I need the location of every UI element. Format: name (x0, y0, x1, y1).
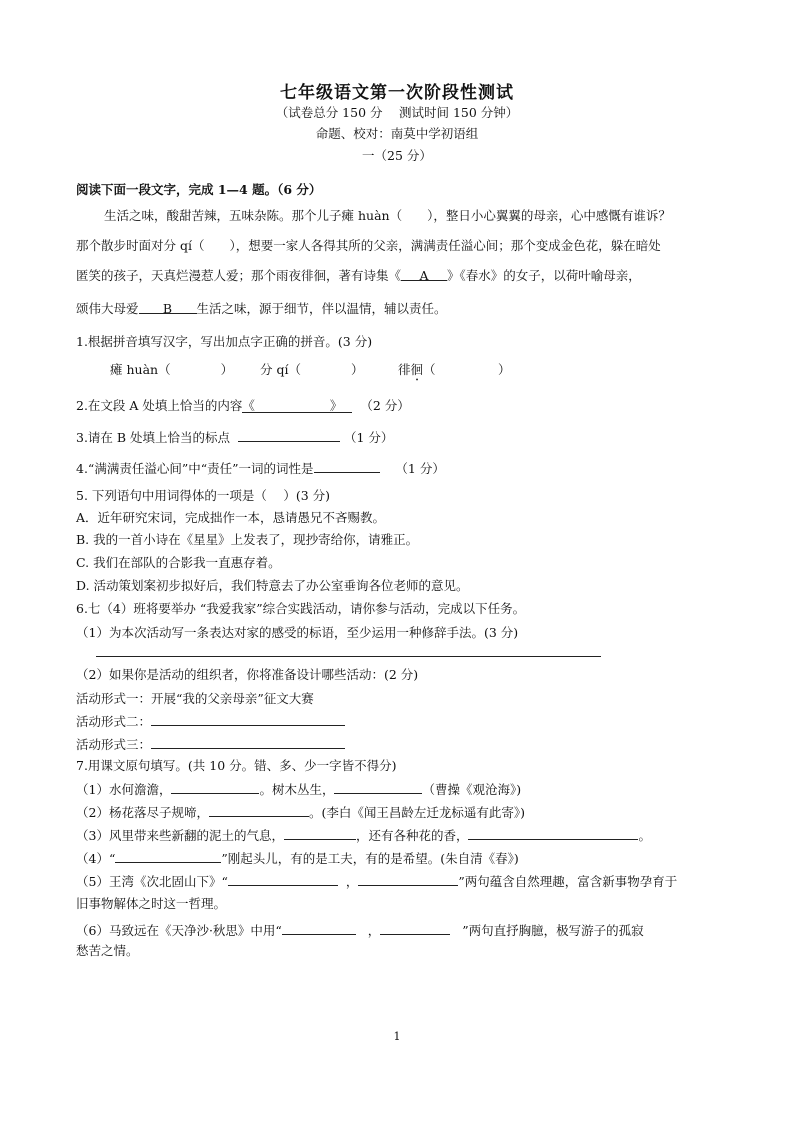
reading-line-4-end: 生活之味，源于细节，伴以温情，辅以责任。 (196, 301, 447, 316)
reading-line-3-end: 》《春水》的女子，以荷叶喻母亲， (447, 268, 641, 283)
exam-authors: 命题、校对：南莫中学初语组 (315, 126, 479, 141)
question-1: 1.根据拼音填写汉字，写出加点字正确的拼音。(3 分) (76, 334, 373, 349)
q7-6-text-a: （6）马致远在《天净沙·秋思》中用“ (76, 923, 282, 938)
q6-form-3-blank[interactable] (151, 736, 345, 749)
page-number: 1 (393, 1030, 401, 1043)
exam-title: 七年级语文第一次阶段性测试 (280, 83, 514, 103)
q7-4-source: ”刚起头儿，有的是工夫，有的是希望。(朱自清《春》) (221, 851, 519, 866)
q2-blank-brackets: 《 》 (242, 398, 343, 413)
q7-5-comma: ， (345, 874, 359, 889)
q5-option-c: C. 我们在部队的合影我一直惠存着。 (76, 555, 281, 570)
q1-item-c-pre: 徘 (398, 362, 411, 377)
q6-part-2: （2）如果你是活动的组织者，你将准备设计哪些活动：(2 分) (76, 667, 419, 682)
reading-line-4-start: 颂伟大母爱 (76, 301, 139, 316)
question-2 (76, 398, 410, 414)
q7-item-1 (76, 781, 521, 798)
reading-line-1: 生活之味，酸甜苦辣，五味杂陈。那个儿子瘫 huàn（ ），整日小心翼翼的母亲，心中感慨有谁诉？ (104, 208, 671, 223)
q7-1-source: （曹操《观沧海》) (422, 782, 522, 797)
q7-3-blank-2[interactable] (468, 827, 638, 840)
question-6: 6.七（4）班将要举办 “我爱我家”综合实践活动，请你参与活动，完成以下任务。 (76, 601, 526, 616)
q5-option-a: A．近年研究宋词，完成拙作一本，恳请愚兄不吝赐教。 (76, 510, 386, 525)
reading-line-4 (76, 301, 447, 317)
question-7: 7.用课文原句填写。(共 10 分。错、多、少一字皆不得分) (76, 758, 397, 773)
q6-form-3 (76, 736, 345, 753)
q6-slogan-answer-line[interactable] (96, 656, 601, 657)
q7-5-text-a: （5）王湾《次北固山下》“ (76, 874, 228, 889)
exam-subtitle: （试卷总分 150 分 测试时间 150 分钟） (275, 105, 519, 120)
reading-line-3 (76, 268, 641, 284)
q7-5-blank-1[interactable] (228, 873, 338, 886)
q7-2-blank[interactable] (209, 804, 309, 817)
question-4 (76, 460, 445, 477)
q7-item-6 (76, 922, 644, 939)
reading-line-2: 那个散步时面对分 qí（ ），想要一家人各得其所的父亲，满满责任溢心间；那个变成金色花，躲在暗处 (76, 238, 661, 253)
q6-form-3-label: 活动形式三： (76, 737, 152, 752)
q7-5-text-c: ”两句蕴含自然理趣，富含新事物孕育于 (458, 874, 678, 889)
q7-4-text-a: （4）“ (76, 851, 116, 866)
q7-3-text-a: （3）风里带来些新翻的泥土的气息， (76, 828, 284, 843)
q7-3-text-b: ，还有各种花的香， (355, 828, 469, 843)
q4-answer-blank[interactable] (314, 460, 380, 473)
q7-6-comma: ， (367, 923, 381, 938)
reading-instruction: 阅读下面一段文字，完成 1—4 题。（6 分） (76, 182, 322, 197)
q7-item-4 (76, 850, 519, 867)
q7-6-blank-1[interactable] (282, 922, 356, 935)
q1-item-a: 瘫 huàn（ ） (110, 362, 234, 377)
q7-item-6-cont: 愁苦之情。 (76, 943, 139, 958)
q3-text: 3.请在 B 处填上恰当的标点 (76, 430, 231, 445)
q2-answer-blank[interactable] (242, 398, 352, 413)
q7-1-text-b: 。树木丛生， (259, 782, 335, 797)
q4-text: 4.“满满责任溢心间”中“责任”一词的词性是 (76, 461, 314, 476)
reading-line-3-start: 匿笑的孩子，天真烂漫惹人爱；那个雨夜徘徊，著有诗集《 (76, 268, 402, 283)
q7-item-5-cont: 旧事物解体之时这一哲理。 (76, 896, 227, 911)
blank-b-label: B (162, 301, 173, 316)
q7-1-text-a: （1）水何澹澹， (76, 782, 172, 797)
q5-option-d: D. 活动策划案初步拟好后，我们特意去了办公室垂询各位老师的意见。 (76, 578, 469, 593)
q7-item-3 (76, 827, 651, 844)
section-heading: 一（25 分） (362, 148, 432, 163)
blank-a (401, 268, 447, 281)
blank-b (139, 301, 197, 314)
q7-3-text-c: 。 (638, 828, 651, 843)
q6-form-1: 活动形式一：开展“我的父亲母亲”征文大赛 (76, 691, 314, 706)
q7-1-blank-1[interactable] (171, 781, 259, 794)
q7-2-source: 。(李白《闻王昌龄左迁龙标遥有此寄》) (308, 805, 525, 820)
q7-1-blank-2[interactable] (334, 781, 422, 794)
q3-score: （1 分） (344, 430, 394, 445)
q7-4-blank[interactable] (115, 850, 221, 863)
q4-score: （1 分） (395, 461, 445, 476)
q7-item-2 (76, 804, 525, 821)
q1-item-c (398, 362, 511, 384)
q1-item-c-dotted: 徊 (410, 362, 424, 377)
q3-answer-blank[interactable] (238, 429, 340, 442)
q7-2-text-a: （2）杨花落尽子规啼， (76, 805, 209, 820)
q2-score: （2 分） (360, 398, 410, 413)
q7-6-blank-2[interactable] (380, 922, 450, 935)
q2-text: 2.在文段 A 处填上恰当的内容 (76, 398, 243, 413)
q5-option-b: B. 我的一首小诗在《星星》上发表了，现抄寄给你，请雅正。 (76, 532, 419, 547)
q7-3-blank-1[interactable] (284, 827, 356, 840)
q7-item-5 (76, 873, 677, 890)
q6-form-2-blank[interactable] (151, 713, 345, 726)
q1-item-c-blank: （ ） (423, 362, 511, 377)
q6-form-2 (76, 713, 345, 730)
q6-form-2-label: 活动形式二： (76, 714, 152, 729)
question-5: 5. 下列语句中用词得体的一项是（ ）(3 分) (76, 488, 331, 503)
q7-6-text-c: ”两句直抒胸臆，极写游子的孤寂 (462, 923, 644, 938)
q6-part-1: （1）为本次活动写一条表达对家的感受的标语，至少运用一种修辞手法。(3 分) (76, 625, 519, 640)
q7-5-blank-2[interactable] (358, 873, 458, 886)
question-3 (76, 429, 393, 446)
q1-item-b: 分 qí（ ） (260, 362, 364, 377)
blank-a-label: A (419, 268, 429, 283)
